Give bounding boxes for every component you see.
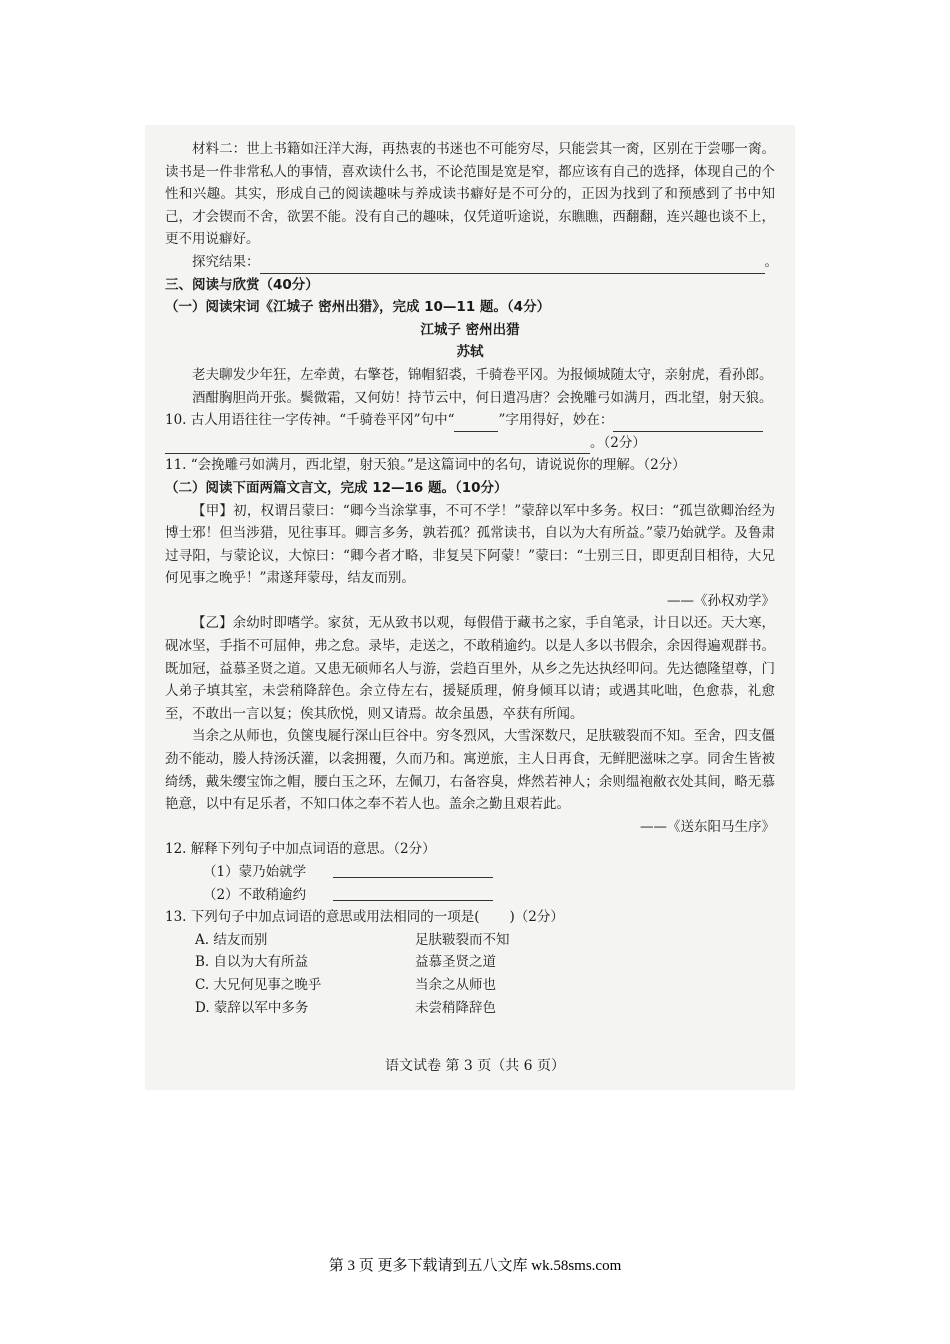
inquiry-result-end: 。	[764, 253, 778, 270]
question-13-option-d	[165, 997, 775, 1020]
inquiry-result-blank[interactable]	[260, 257, 765, 274]
option-d-right: 未尝稍降辞色	[415, 999, 496, 1016]
question-13	[165, 906, 775, 929]
question-10	[165, 409, 775, 432]
question-13-option-a	[165, 929, 775, 952]
option-b-right: 益慕圣贤之道	[415, 954, 496, 971]
question-13-option-b	[165, 951, 775, 974]
option-c-right: 当余之从师也	[415, 976, 496, 993]
passage-yi-source: ——《送东阳马生序》	[640, 818, 775, 835]
option-a-right: 足肤皲裂而不知	[415, 931, 510, 948]
passage-yi-paragraph-2: 当余之从师也，负箧曳屣行深山巨谷中。穷冬烈风，大雪深数尺，足肤皲裂而不知。至舍，四支僵劲不能动，媵人持汤沃灌，以衾拥覆，久而乃和。寓逆旅，主人日再食，无鲜肥滋味之享。同舍生皆被绮绣，戴朱缨宝饰之帽，腰白玉之环，左佩刀，右备容臭，烨然若神人；余则缊袍敝衣处其间，略无慕艳意，以中有足乐者，不知口体之奉不若人也。盖余之勤且艰若此。	[165, 728, 775, 813]
question-13-options	[165, 929, 775, 1019]
question-13-option-c	[165, 974, 775, 997]
question-13-text-b: )（2分）	[509, 909, 564, 926]
inquiry-result-line	[165, 251, 778, 274]
option-b-left: B. 自以为大有所益	[195, 954, 309, 971]
part-two-title: （二）阅读下面两篇文言文，完成 12—16 题。（10分）	[165, 479, 508, 496]
question-12: 12. 解释下列句子中加点词语的意思。（2分）	[165, 841, 436, 858]
option-c-left: C. 大兄何见事之晚乎	[195, 976, 322, 993]
inquiry-result-label: 探究结果：	[192, 253, 260, 270]
option-d-left: D. 蒙辞以军中多务	[195, 999, 309, 1016]
part-one-title: （一）阅读宋词《江城子 密州出猎》，完成 10—11 题。（4分）	[165, 299, 551, 316]
page-number-footer: 语文试卷 第 3 页（共 6 页）	[384, 1058, 566, 1074]
material-two-paragraph: 材料二：世上书籍如汪洋大海，再热衷的书迷也不可能穷尽，只能尝其一脔，区别在于尝哪一脔。读书是一件非常私人的事情，喜欢读什么书，不论范围是宽是窄，都应该有自己的选择，体现自己的个性和兴趣。其实，形成自己的阅读趣味与养成读书癖好是不可分的，正因为找到了和预感到了书中知己，才会锲而不舍，欲罢不能。没有自己的趣味，仅凭道听途说，东瞧瞧，西翻翻，连兴趣也谈不上，更不用说癖好。	[165, 141, 775, 248]
question-10-score: 。（2分）	[590, 434, 646, 451]
poem-title: 江城子 密州出猎	[420, 321, 520, 338]
passage-jia: 【甲】初，权谓吕蒙曰：“卿今当涂掌事，不可不学！”蒙辞以军中多务。权曰：“孤岂欲卿治经为博士邪！但当涉猎，见往事耳。卿言多务，孰若孤？孤常读书，自以为大有所益。”蒙乃始就学。及鲁肃过寻阳，与蒙论议，大惊曰：“卿今者才略，非复吴下阿蒙！”蒙曰：“士别三日，即更刮目相待，大兄何见事之晚乎！”肃遂拜蒙母，结友而别。	[165, 502, 775, 587]
passage-yi-paragraph-1: 【乙】余幼时即嗜学。家贫，无从致书以观，每假借于藏书之家，手自笔录，计日以还。天大寒，砚冰坚，手指不可屈伸，弗之怠。录毕，走送之，不敢稍逾约。以是人多以书假余，余因得遍观群书。既加冠，益慕圣贤之道。又患无硕师名人与游，尝趋百里外，从乡之先达执经叩问。先达德隆望尊，门人弟子填其室，未尝稍降辞色。余立侍左右，援疑质理，俯身倾耳以请；或遇其叱咄，色愈恭，礼愈至，不敢出一言以复；俟其欣悦，则又请焉。故余虽愚，卒获有所闻。	[165, 615, 775, 722]
passage-jia-source: ——《孙权劝学》	[667, 592, 775, 609]
question-12-item-1	[165, 861, 775, 884]
site-footer: 第 3 页 更多下载请到五八文库 wk.58sms.com	[328, 1258, 622, 1274]
question-10-continued	[165, 432, 775, 455]
question-13-text-a: 13. 下列句子中加点词语的意思或用法相同的一项是(	[165, 909, 480, 926]
question-10-reason-blank[interactable]	[613, 415, 763, 432]
question-11: 11. “会挽雕弓如满月，西北望，射天狼。”是这篇词中的名句，请说说你的理解。（2分）	[165, 457, 686, 474]
poem-stanza-2: 酒酣胸胆尚开张。鬓微霜，又何妨！持节云中，何日遣冯唐？会挽雕弓如满月，西北望，射天狼。	[192, 389, 773, 406]
question-10-reason-blank-2[interactable]	[165, 437, 590, 454]
section-three-title: 三、阅读与欣赏（40分）	[165, 276, 319, 293]
option-a-left: A. 结友而别	[195, 931, 268, 948]
exam-content	[165, 138, 778, 1019]
question-12-item-1-text: （1）蒙乃始就学	[203, 864, 307, 880]
question-12-item-2	[165, 884, 775, 907]
question-10-text-b: ”字用得好，妙在：	[498, 412, 614, 429]
question-10-word-blank[interactable]	[454, 415, 498, 432]
question-12-item-2-blank[interactable]	[333, 884, 493, 901]
question-12-item-1-blank[interactable]	[333, 861, 493, 878]
poem-author: 苏轼	[456, 344, 484, 361]
poem-stanza-1: 老夫聊发少年狂，左牵黄，右擎苍，锦帽貂裘，千骑卷平冈。为报倾城随太守，亲射虎，看孙郎。	[192, 366, 773, 383]
question-10-text-a: 10. 古人用语往往一字传神。“千骑卷平冈”句中“	[165, 412, 455, 429]
question-12-item-2-text: （2）不敢稍逾约	[203, 886, 307, 903]
